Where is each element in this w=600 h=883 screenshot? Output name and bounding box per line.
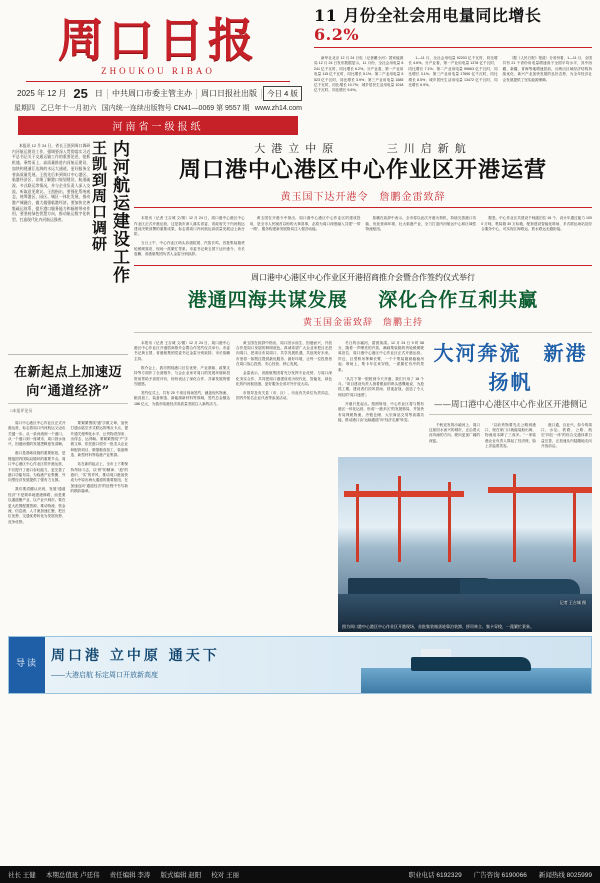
- masthead-left: [8, 6, 308, 135]
- main-article-para: 黄玉国在开港令中指出，周口港中心港区中心作业区的建成投用，是全市人民翘首以盼的大事喜事，必将为周口深度融入共建“一带一路”、服务构建新发展格局注入强劲动能。: [249, 216, 361, 231]
- main-article-para: 本报讯（记者 王吉城 文/图）12 月 24 日，周口港中心港区中心作业区正式开港运营，这是我市深入落实省委、省政府关于内河航运建设决策部署的重要成果，标志着周口内河航运高质量发展迈上新台阶。: [134, 216, 245, 237]
- second-article-col-2: [236, 337, 332, 632]
- second-article-headline-a: 港通四海共谋发展: [187, 289, 348, 312]
- footer-contact: 新闻热线 8025999: [538, 872, 592, 879]
- top-lead-para: 新华社北京 12 月 24 日电（记者戴小河）国家能源局 12 月 24 日发布数据显示，11 月份，全社会用电量 8241 亿千瓦时，同比增长 6.2%。分产业看，第一产业用电量 115 亿千瓦时，同比增长 5.1%；第二产业用电量 5523 亿千瓦时，同比增长 3.9%；第三产业用电量 1585 亿千瓦时，同比增长 10.7%；城乡居民生活用电量 1018 亿千瓦时，同比增长 9.6%。: [314, 55, 404, 93]
- second-article-headline-b: 深化合作互利共赢: [378, 289, 539, 312]
- sponsor: 中共周口市委主管主办: [111, 89, 192, 99]
- page-footer: [0, 866, 600, 883]
- second-article-subhead: 黄玉国金雷致辞 詹鹏主持: [302, 318, 423, 329]
- weekday: 星期四: [14, 105, 35, 113]
- promo-subtitle: ——大港启航 标定周口开放新高度: [51, 672, 158, 680]
- promo-title: 周口港 立中原 通天下: [51, 648, 220, 665]
- newspaper-title-pinyin: ZHOUKOU RIBAO: [101, 66, 215, 77]
- second-article-para: 本报讯（记者 王吉城 文/图）12 月 24 日，周口港中心港区中心作业区开港招商推介会暨合作签约仪式举行。市委书记黄玉国、省港航集团党委书记金雷分别致辞，市长詹鹏主持。: [134, 340, 230, 361]
- photo-credit: 记者 王吉城 摄: [559, 600, 586, 606]
- editorial-para: 我们要清醒认识到，发展“通道经济”不是简单地建港修路，而是要以通道聚产业、以产业兴城市。要在更大范围配置资源，推动物流、资金流、信息流、人才流加速汇聚，把区位优势、交通优势转化为发展优势、竞争优势。: [8, 487, 66, 524]
- editorial-para: 站在新的起点上，全市上下要保持昂扬斗志，以“拼”的精神、“抢”的意识、“实”的作风，推动周口港加快成为中原出海大通道的重要枢纽，在加速迈向“通道经济”的征程中书写新的精彩篇章。: [70, 462, 128, 494]
- second-article-para: 签约仪式上，共有 20 个项目现场签约，涵盖现代物流、粮食加工、装备制造、新能源新材料等领域，签约总金额达 186 亿元，为我市临港经济高质量发展注入新的活力。: [134, 391, 230, 406]
- main-article-para: 詹鹏在致辞中表示，全市将以此次开港为契机，持续完善港口功能、优化营商环境、壮大临港产业，全力打造内河航运中心和区域性物流枢纽。: [365, 216, 477, 231]
- footer-editor: 本期总值班 卢廷伟: [45, 872, 100, 879]
- vertical-headline-sub: 王凯到周口调研: [89, 140, 108, 253]
- second-article-para: 推介会上，我市围绕港口区位优势、产业基础、政策支持等方面作了全面推介，与会企业家对周口的发展环境和投资前景给予高度评价，纷纷表达了深化合作、共谋发展的强烈意愿。: [134, 365, 230, 387]
- top-lead-article: [308, 6, 592, 135]
- province-banner: 河南省一级报纸: [18, 116, 298, 135]
- issue-date: 2025 年 12 月: [17, 89, 67, 99]
- second-article: [134, 272, 592, 333]
- crane-boom: [344, 491, 464, 497]
- second-article-headline: [134, 285, 592, 312]
- vertical-article-body: [8, 140, 90, 354]
- second-article-para: 市领导及有关县（市、区）、市直有关单位负责同志，国内外知名企业代表等参加活动。: [236, 391, 332, 401]
- issue-day-unit: 日: [94, 89, 103, 99]
- editorial-headline: 在新起点上加速迈向“通道经济”: [13, 365, 122, 400]
- page-body: [0, 135, 600, 632]
- editorial-para: 周口中心港区中心作业区正式开港运营，标志着周口内河航运又迈出关键一步。从一条河流到一个港口，从一个港口到一座城市，周口因水而兴、因港而强的发展逻辑愈发清晰。: [8, 420, 66, 447]
- section-divider: [134, 265, 592, 266]
- promo-text: [45, 637, 226, 693]
- kicker-right: 三川启新航: [386, 142, 472, 156]
- main-article-para: 当日上午，中心作业区码头彩旗招展、汽笛长鸣，首批集装箱货轮缓缓靠泊，现场一派繁忙景象。市委书记黄玉国下达开港令，市长詹鹏、省港航集团负责人金雷分别致辞。: [134, 241, 245, 257]
- issue-day: 25: [73, 86, 88, 102]
- dateline-secondary: [8, 101, 308, 113]
- second-article-col-1: [134, 337, 230, 632]
- footer-contacts: [409, 870, 592, 879]
- main-article-kicker: [134, 140, 592, 156]
- vertical-article-para: 本报讯 12 月 24 日，省长王凯到周口调研内河航运建设工作，强调要深入贯彻落实习近平总书记关于交通运输工作的重要论述，抢抓机遇、乘势而上，高质量推进内河航运建设，加快构建通江达海的水运大通道，更好服务全省高质量发展。王凯先后来到周口中心港区、临港经济区，详细了解港口规划建设、航道疏浚、多式联运等情况，并与企业负责人深入交流，听取意见建议。王凯指出，要强化系统观念，统筹港区、园区、城区一体化发展，推动港产城融合，做大做强临港经济。要加快完善集疏运体系，提升港口服务能力和辐射带动作用。要坚持绿色智慧方向，推动航运数字化转型，打造现代化内河航运强省。: [12, 144, 91, 223]
- feature-para: 开港只是起点。按照规划，中心作业区将与既有港区一体化运营，形成“一港多区”的发展格局，并加快布局保税物流、冷链仓储、大宗商品交易等高端功能，推动港口由“运输通道”向“经济走廊”转变。: [338, 401, 424, 422]
- top-lead-headline: [314, 6, 592, 48]
- masthead-divider: [26, 81, 290, 82]
- second-article-lead-note: 周口港中心港区中心作业区开港招商推介会暨合作签约仪式举行: [251, 273, 475, 283]
- editorial-para: 要紧紧围绕“通”字做文章，加快打通水陆空多式联运的堵点卡点，提升通关便利化水平，让货物进得来、出得去、运得畅。要紧紧围绕“产”字做文章，依托港口招引一批龙头企业和配套项目，做强粮食加工、装备制造、新型材料等临港产业集群。: [70, 420, 128, 458]
- crane-icon: [398, 476, 401, 562]
- dateline: [8, 86, 308, 101]
- feature-photo: [338, 457, 592, 632]
- vertical-headline-block: [8, 140, 128, 355]
- editorial-columns: [8, 417, 128, 528]
- footer-contact: 广告咨询 6190066: [473, 872, 527, 879]
- newspaper-title: 周口日报: [58, 13, 258, 67]
- top-lead-columns: [314, 52, 592, 97]
- left-column: [8, 140, 128, 632]
- promo-tag-label: 导读: [15, 659, 38, 670]
- promo-banner[interactable]: [8, 636, 592, 694]
- editorial-para: 港口是基础设施的重要枢纽，是链接国内国际双循环的重要节点。周口中心港区中心作业区的开港运营，不仅提升了港口吞吐能力，更完善了港口功能布局，为临港产业集聚、外向型经济发展提供了强有力支撑。: [8, 451, 66, 483]
- feature-para: “以前货物要先走公路到港口，现在家门口就能装船出海，物流成本降了三成多。”一家临港企业负责人算起了经济账，脸上洋溢着笑容。: [485, 422, 536, 449]
- feature-para: 千帆竞发的沙颍河上，周口这座因水而兴的城市，正沿着大河奔涌的方向，驶向更加广阔的深蓝。: [429, 422, 480, 443]
- feature-para: 港口通，百业兴。如今的周口，水运、铁路、公路、航空“四位一体”的综合交通体系日益完善，正加速从内陆腹地走向开放前沿。: [541, 422, 592, 449]
- feature-article: [338, 337, 592, 632]
- main-article-headline: 周口港中心港区中心作业区开港运营: [178, 157, 547, 184]
- main-article-columns: [134, 213, 592, 262]
- promo-illustration: [361, 637, 591, 693]
- feature-subhead: ——周口港中心港区中心作业区开港侧记: [433, 400, 587, 411]
- main-article-para: 据悉，中心作业区共建设千吨级泊位 16 个，设计年通过能力 1000 万吨、集装箱 30 万标箱，配套建设智能化堆场、多式联运场站及综合服务中心，可实现江海联运、铁水联运无缝衔接。: [481, 216, 592, 231]
- lower-area: [134, 337, 592, 632]
- second-article-divider: [134, 332, 592, 333]
- website-url[interactable]: www.zh14.com: [254, 104, 302, 112]
- photo-caption: 图为周口港中心港区中心作业区开港现场，首批集装箱货轮靠泊装卸，桥吊林立、集卡穿梭，一派繁忙景象。: [342, 623, 534, 629]
- page-count: 今日 4 版: [263, 86, 302, 101]
- publisher: 周口日报社出版: [201, 89, 258, 99]
- top-lead-para: 1—11 月，全社会用电量 92203 亿千瓦时，同比增长 4.6%。分产业看，第一产业用电量 1378 亿千瓦时，同比增长 7.1%；第二产业用电量 59663 亿千瓦时，同比增长 3.1%；第三产业用电量 17690 亿千瓦时，同比增长 8.5%；城乡居民生活用电量 13472 亿千瓦时，同比增长 6.9%。: [408, 55, 498, 87]
- footer-contact: 职业电话 6192329: [408, 872, 462, 879]
- promo-tag: [9, 637, 45, 693]
- main-column: [134, 140, 592, 632]
- top-lead-para: （据《人民日报》报道）分省份看，1—11 月，全国共有 21 个省份用电量增速高于全国平均水平，其中西藏、新疆、青海等地增速居前，反映出区域经济结构持续优化、新兴产业加快发展的良好态势，为全年经济社会发展提供了坚实能源保障。: [502, 55, 592, 82]
- lunar-date: 乙巳年十一月初六: [40, 105, 97, 113]
- promo-ship: [411, 657, 531, 671]
- footer-editor: 责任编辑 李涛: [109, 872, 151, 879]
- feature-para: “从打下第一根桩到今天开港，我们只用了 18 个月。”项目建设负责人指着眼前的码头感慨地说，为抢抓工期，建设者们顶风冒雨、昼夜奋战，创造了令人惊叹的“周口速度”。: [338, 376, 424, 397]
- feature-para: 冬日的沙颍河，碧波荡漾。12 月 24 日 9 时 58 分，随着一声嘹亮的汽笛，满载集装箱的货轮缓缓驶离泊位，周口港中心港区中心作业区正式开港运营。岸边，巨型桥吊挥舞长臂，一个个集装箱被稳稳吊起；堆场上，集卡车往来穿梭，一派繁忙有序的景象。: [338, 340, 424, 372]
- top-lead-headline-text: 11 月份全社会用电量同比增长: [314, 6, 542, 25]
- main-article-subhead: 黄玉国下达开港令 詹鹏金雷致辞: [134, 188, 592, 208]
- second-article-para: 黄玉国在致辞中指出，周口因水而生、因港而兴，开放合作是周口发展的鲜明底色。真诚希望广大企业家把目光投向周口、把项目布局周口，共享发展机遇、共创美好未来。市里将一如既往提供最优服务、最好环境，让每一位投资者在周口放心投资、安心经营、舒心发展。: [236, 340, 332, 367]
- footer-editor: 版式编辑 赵阳: [160, 872, 202, 879]
- masthead: [0, 0, 600, 135]
- promo-water: [361, 668, 591, 694]
- editorial-byline: □本报评论员: [10, 408, 33, 414]
- footer-editor: 校对 王丽: [211, 872, 240, 879]
- vertical-headline-main: 内河航运建设工作: [109, 140, 129, 285]
- feature-headline: 大河奔流 新港扬帆: [433, 341, 588, 395]
- editorial-divider: [8, 403, 128, 404]
- main-article: [134, 140, 592, 261]
- footer-editor: 社长 王健: [8, 872, 36, 879]
- feature-divider: [429, 414, 592, 415]
- footer-editors: [8, 870, 239, 879]
- crane-icon: [573, 488, 576, 562]
- crane-boom: [488, 487, 592, 493]
- license-number: 国内统一连续出版物号 CN41—0069 第 9557 期: [101, 105, 250, 113]
- top-lead-percent: 6.2%: [314, 25, 360, 45]
- kicker-left: 大港立中原: [254, 142, 340, 156]
- second-article-para: 金雷表示，省港航集团将充分发挥专业优势，与周口深化务实合作，共同把周口港建设成为现代化、智能化、绿色化的内河枢纽港，更好服务全省对外开放大局。: [236, 371, 332, 387]
